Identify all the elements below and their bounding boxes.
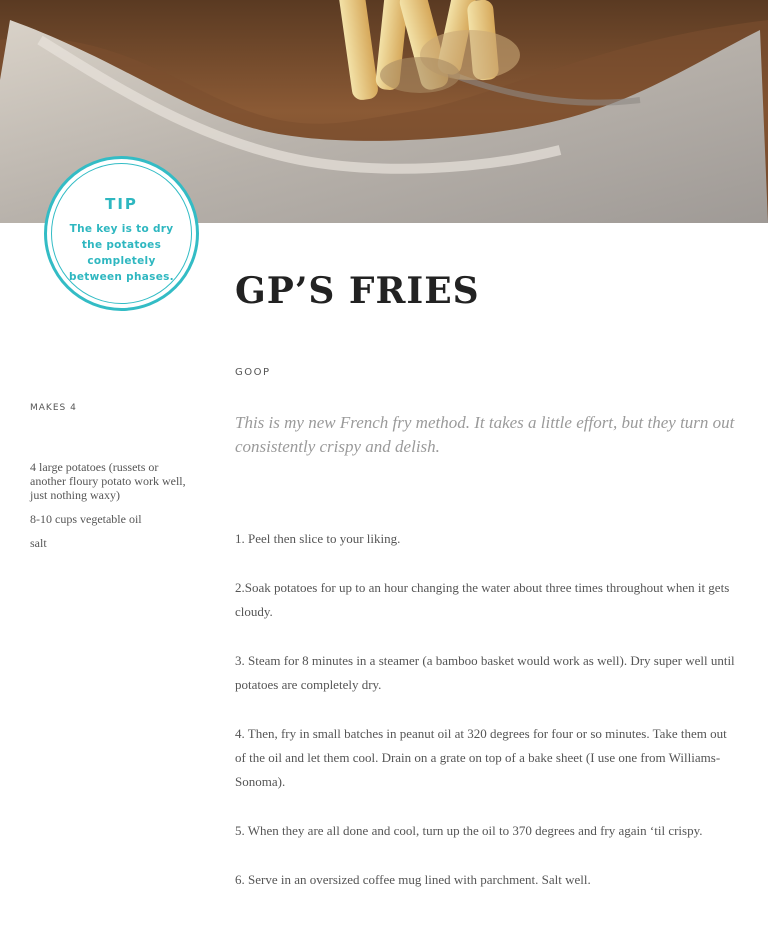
recipe-title: GP’S FRIES [235,270,480,312]
method-step: 6. Serve in an oversized coffee mug lined with parchment. Salt well. [235,872,591,887]
method-step: 4. Then, fry in small batches in peanut oil at 320 degrees for four or so minutes. Take them out of the oil and let them cool. Drain on a grate on top of a bake sheet (I use one from Williams-Sonoma). [235,726,727,789]
tip-badge [44,156,199,311]
ingredient-item: 8-10 cups vegetable oil [30,512,142,526]
ingredient-item: 4 large potatoes (russets or another floury potato work well, just nothing waxy) [30,460,186,502]
ingredient-list [30,460,190,560]
recipe-author: GOOP [235,367,271,378]
tip-text: The key is to dry the potatoes completely between phases. [69,223,174,283]
servings-label: MAKES 4 [30,403,77,413]
method-step: 1. Peel then slice to your liking. [235,531,401,546]
recipe-intro: This is my new French fry method. It takes a little effort, but they turn out consistently crispy and delish. [235,413,735,456]
tip-title: TIP [105,195,138,213]
method-steps [235,527,740,917]
method-step: 5. When they are all done and cool, turn up the oil to 370 degrees and fry again ‘til crispy. [235,823,703,838]
method-step: 2.Soak potatoes for up to an hour changing the water about three times throughout when it gets cloudy. [235,580,730,619]
method-step: 3. Steam for 8 minutes in a steamer (a bamboo basket would work as well). Dry super well until potatoes are completely dry. [235,653,735,692]
ingredient-item: salt [30,536,47,550]
